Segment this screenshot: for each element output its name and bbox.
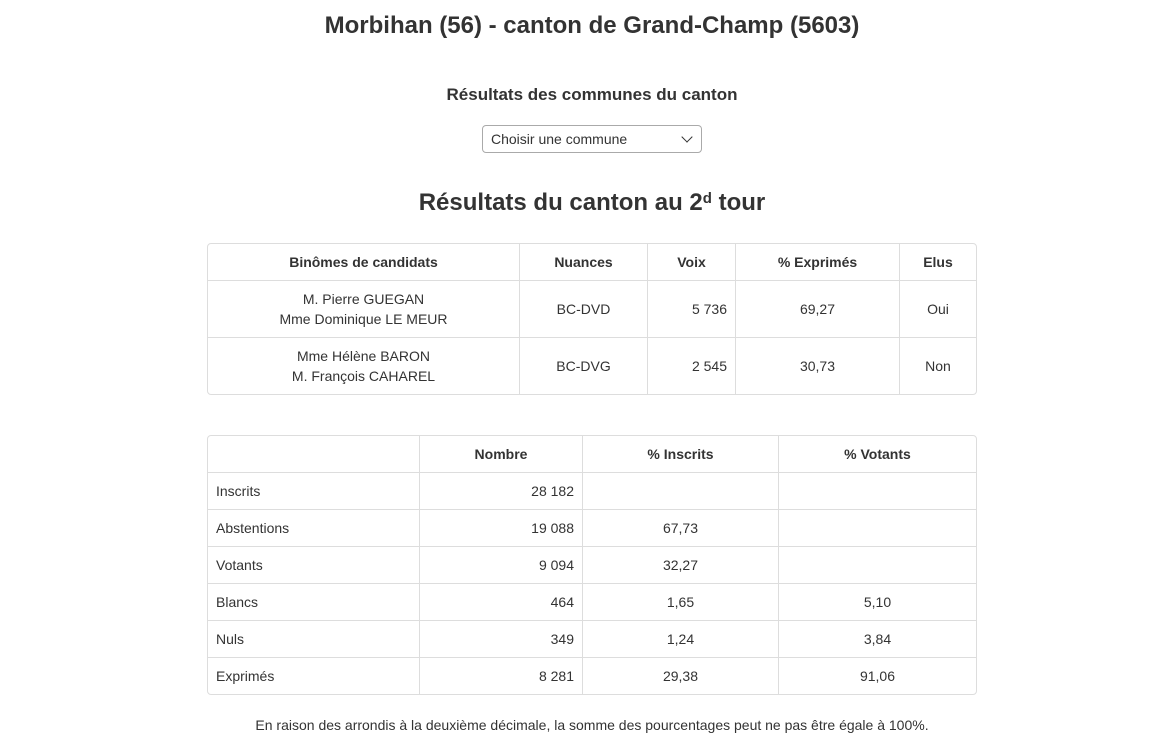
candidate-voix: 2 545 bbox=[648, 338, 736, 394]
header-pct-votants: % Votants bbox=[779, 436, 976, 473]
stat-pct-inscrits: 1,65 bbox=[583, 584, 779, 621]
table-row bbox=[208, 621, 976, 658]
candidate-name: Mme Dominique LE MEUR bbox=[279, 311, 448, 327]
stat-pct-votants: 5,10 bbox=[779, 584, 976, 621]
commune-select-wrapper bbox=[482, 125, 702, 153]
table-row bbox=[208, 584, 976, 621]
stat-label: Exprimés bbox=[208, 658, 420, 694]
page-title: Morbihan (56) - canton de Grand-Champ (5603) bbox=[324, 12, 860, 39]
stat-nombre: 464 bbox=[420, 584, 583, 621]
candidate-pct-exprimes: 69,27 bbox=[736, 281, 900, 338]
stat-pct-inscrits: 1,24 bbox=[583, 621, 779, 658]
candidate-name: Mme Hélène BARON bbox=[296, 348, 431, 364]
table-row bbox=[208, 281, 976, 338]
tour-results-title bbox=[0, 186, 1161, 220]
stat-pct-votants bbox=[779, 547, 976, 584]
stat-label: Abstentions bbox=[208, 510, 420, 547]
stat-nombre: 349 bbox=[420, 621, 583, 658]
stat-nombre: 9 094 bbox=[420, 547, 583, 584]
stats-table-container bbox=[207, 435, 977, 695]
candidate-voix: 5 736 bbox=[648, 281, 736, 338]
stat-nombre: 28 182 bbox=[420, 473, 583, 510]
table-row bbox=[208, 547, 976, 584]
candidate-elus: Oui bbox=[900, 281, 976, 338]
stat-pct-votants bbox=[779, 473, 976, 510]
stats-header-row bbox=[208, 436, 976, 473]
stat-label: Blancs bbox=[208, 584, 420, 621]
header-binomes: Binômes de candidats bbox=[208, 244, 520, 281]
candidate-name: M. Pierre GUEGAN bbox=[302, 291, 425, 307]
stat-pct-inscrits bbox=[583, 473, 779, 510]
stat-pct-votants: 91,06 bbox=[859, 668, 896, 684]
commune-select-value: Choisir une commune bbox=[491, 131, 628, 147]
candidates-header-row bbox=[208, 244, 976, 281]
commune-select[interactable] bbox=[482, 125, 702, 153]
candidate-nuance: BC-DVD bbox=[520, 281, 648, 338]
stats-table bbox=[208, 436, 976, 694]
candidate-names bbox=[208, 338, 520, 394]
tour-title-prefix: Résultats du canton au 2 bbox=[418, 189, 703, 216]
header-elus: Elus bbox=[900, 244, 976, 281]
candidate-nuance: BC-DVG bbox=[520, 338, 648, 394]
stat-pct-votants: 3,84 bbox=[779, 621, 976, 658]
stat-pct-inscrits: 32,27 bbox=[583, 547, 779, 584]
tour-title-suffix: tour bbox=[711, 189, 766, 216]
candidate-names bbox=[208, 281, 520, 338]
header-pct-exprimes: % Exprimés bbox=[736, 244, 900, 281]
stat-nombre: 19 088 bbox=[420, 510, 583, 547]
stat-pct-inscrits: 29,38 bbox=[583, 658, 779, 694]
stat-label: Inscrits bbox=[208, 473, 420, 510]
header-empty bbox=[208, 436, 420, 473]
stat-label: Votants bbox=[208, 547, 420, 584]
candidate-pct-exprimes: 30,73 bbox=[736, 338, 900, 394]
header-nuances: Nuances bbox=[520, 244, 648, 281]
tour-title-superscript: d bbox=[702, 190, 712, 207]
candidates-table bbox=[208, 244, 976, 394]
stat-pct-inscrits: 67,73 bbox=[583, 510, 779, 547]
stat-nombre: 8 281 bbox=[420, 658, 583, 694]
stat-label: Nuls bbox=[208, 621, 420, 658]
header-voix: Voix bbox=[648, 244, 736, 281]
chevron-down-icon bbox=[681, 131, 692, 142]
candidates-table-container bbox=[207, 243, 977, 395]
stat-pct-votants bbox=[779, 510, 976, 547]
header-pct-inscrits: % Inscrits bbox=[583, 436, 779, 473]
communes-section-title: Résultats des communes du canton bbox=[446, 85, 738, 104]
table-row bbox=[208, 658, 976, 694]
table-row bbox=[208, 473, 976, 510]
candidate-name: M. François CAHAREL bbox=[291, 368, 436, 384]
header-nombre: Nombre bbox=[420, 436, 583, 473]
table-row bbox=[208, 510, 976, 547]
candidate-elus: Non bbox=[925, 358, 951, 374]
table-row bbox=[208, 338, 976, 394]
footnote: En raison des arrondis à la deuxième décimale, la somme des pourcentages peut ne pas être égale à 100%. bbox=[255, 717, 929, 733]
